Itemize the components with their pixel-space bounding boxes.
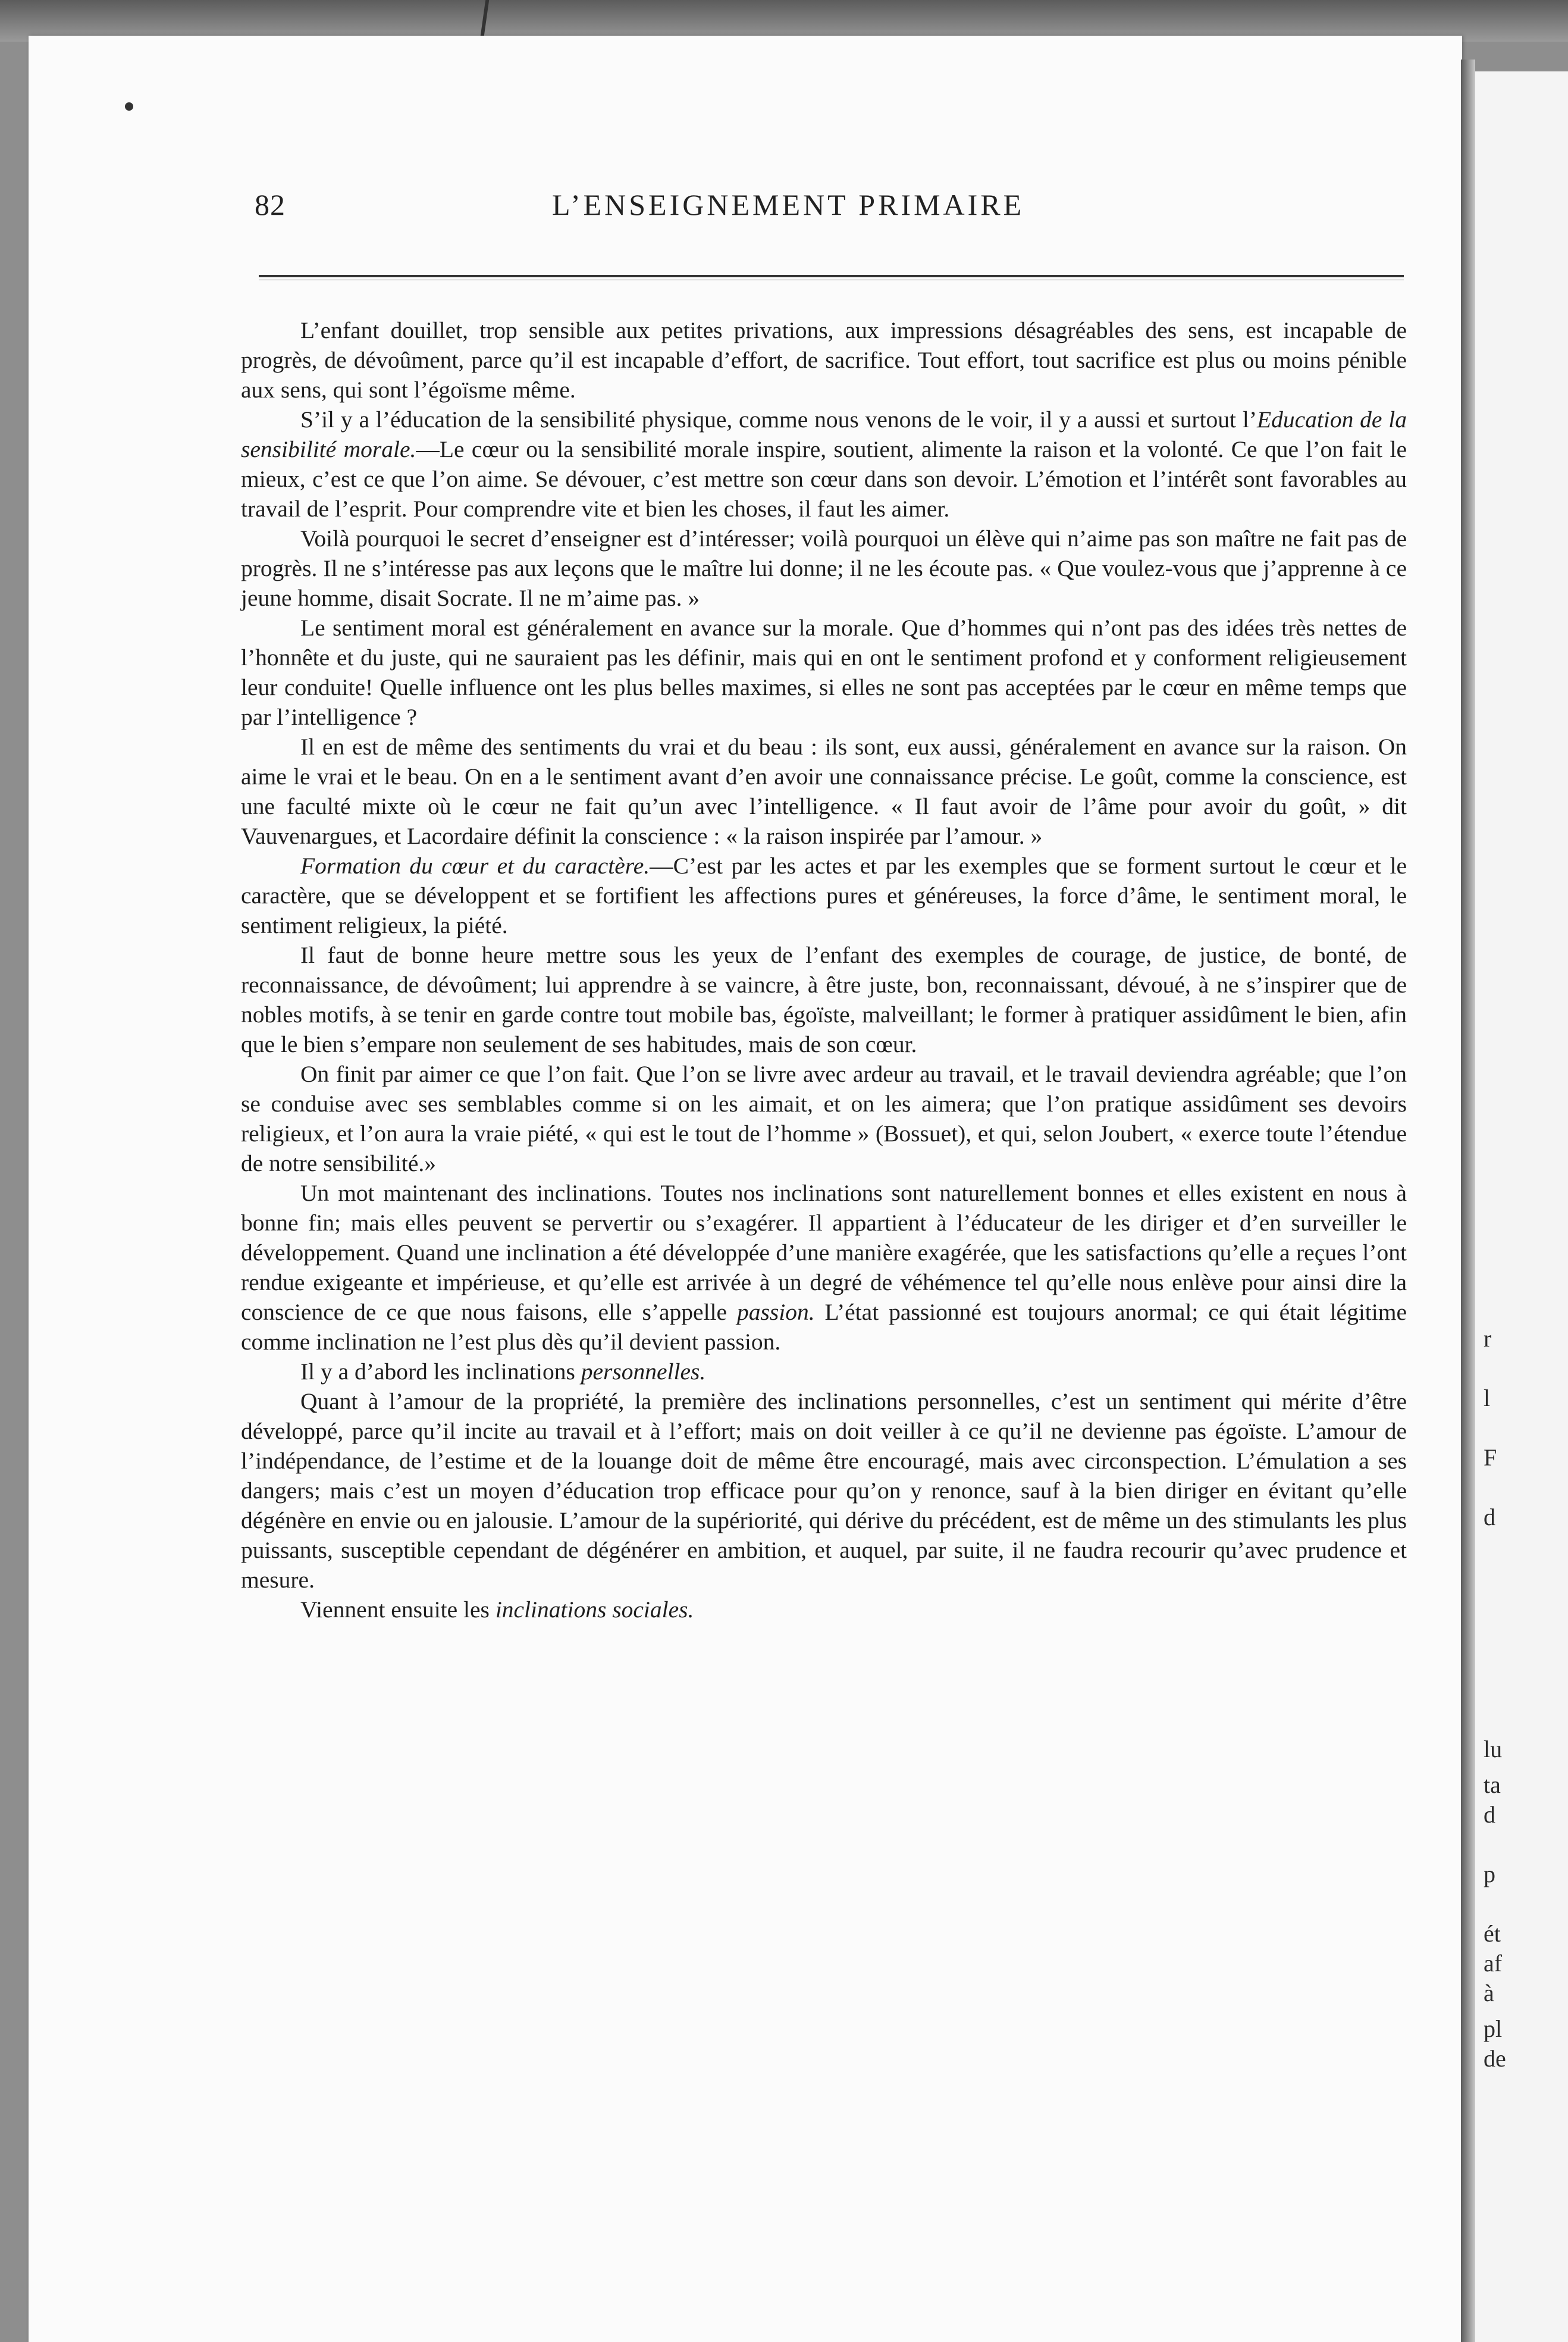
body-text	[241, 315, 1407, 1624]
text-run: Il y a d’abord les inclinations	[300, 1358, 581, 1385]
paragraph	[241, 613, 1407, 732]
text-run: Il faut de bonne heure mettre sous les yeux de l’enfant des exemples de courage, de justice, de bonté, de reconnaissance, de dévoûment; lui apprendre à se vaincre, à être juste, bon, reconnaissant, dévoué, à ne s’inspirer que de nobles motifs, à se tenir en garde contre tout mobile bas, égoïste, malveillant; le former à pratiquer assidûment le bien, afin que le bien s’empare non seulement de ses habitudes, mais de son cœur.	[241, 942, 1407, 1057]
italic-run: Education de la sensibilité morale.	[241, 406, 1407, 462]
text-run: Il en est de même des sentiments du vrai et du beau : ils sont, eux aussi, généralement en avance sur la raison. On aime le vrai et le beau. On en a le sentiment avant d’en avoir une connaissance précise. Le goût, comme la conscience, est une faculté mixte où le cœur ne fait qu’un avec l’intelligence. « Il faut avoir de l’âme pour avoir du goût, » dit Vauvenargues, et Lacordaire définit la conscience : « la raison inspirée par l’amour. »	[241, 734, 1407, 849]
paragraph	[241, 940, 1407, 1059]
adjacent-page-fragment: pl	[1484, 2015, 1503, 2042]
paragraph	[241, 1595, 1407, 1624]
paragraph	[241, 315, 1407, 405]
paragraph	[241, 1386, 1407, 1595]
paragraph	[241, 1178, 1407, 1357]
paragraph	[241, 1357, 1407, 1386]
text-run: Voilà pourquoi le secret d’enseigner est d’intéresser; voilà pourquoi un élève qui n’aime pas son maître ne fait pas de progrès. Il ne s’intéresse pas aux leçons que le maître lui donne; il ne les écoute pas. « Que voulez-vous que j’apprenne à ce jeune homme, disait Socrate. Il ne m’aime pas. »	[241, 525, 1407, 611]
text-run: Un mot maintenant des inclinations. Toutes nos inclinations sont naturellement bonnes et elles existent en nous à bonne fin; mais elles peuvent se pervertir ou s’exagérer. Il appartient à l’éducateur de les diriger et d’en surveiller le développement. Quand une inclination a été développée d’une manière exagérée, que les satisfactions qu’elle a reçues l’ont rendue exigeante et impérieuse, et qu’elle est arrivée à un degré de véhémence tel qu’elle nous enlève pour ainsi dire la conscience de ce que nous faisons, elle s’appelle	[241, 1180, 1407, 1325]
adjacent-page-fragment: ta	[1484, 1771, 1501, 1798]
paragraph	[241, 524, 1407, 613]
italic-run: passion.	[736, 1299, 815, 1325]
paragraph	[241, 851, 1407, 940]
paragraph	[241, 732, 1407, 851]
running-title: L’ENSEIGNEMENT PRIMAIRE	[552, 188, 1025, 221]
text-run: Viennent ensuite les	[300, 1596, 496, 1623]
adjacent-page-fragment: à	[1484, 1980, 1494, 2006]
adjacent-page-fragment: af	[1484, 1950, 1503, 1977]
text-run: L’état passionné est toujours anormal; ce qui était légitime comme inclination ne l’est plus dès qu’il devient passion.	[241, 1299, 1407, 1355]
page-number: 82	[255, 188, 286, 221]
adjacent-page-fragment: d	[1484, 1801, 1495, 1828]
running-head	[255, 187, 1123, 223]
adjacent-page-fragment: ét	[1484, 1920, 1501, 1947]
header-rule	[259, 275, 1404, 277]
binding-hole	[125, 102, 133, 111]
text-run: —Le cœur ou la sensibilité morale inspire, soutient, alimente la raison et la volonté. Ce que l’on fait le mieux, c’est ce que l’on aime. Se dévouer, c’est mettre son cœur dans son devoir. L’émotion et l’intérêt sont favorables au travail de l’esprit. Pour comprendre vite et bien les choses, il faut les aimer.	[241, 436, 1407, 522]
italic-run: personnelles.	[581, 1358, 706, 1385]
text-run: Le sentiment moral est généralement en avance sur la morale. Que d’hommes qui n’ont pas des idées très nettes de l’honnête et du juste, qui ne sauraient pas les définir, mais qui en ont le sentiment profond et y conforment religieusement leur conduite! Quelle influence ont les plus belles maximes, si elles ne sont pas acceptées par le cœur en même temps que par l’intelligence ?	[241, 615, 1407, 730]
text-run: —C’est par les actes et par les exemples que se forment surtout le cœur et le caractère, que se développent et se fortifient les affections pures et généreuses, la force d’âme, le sentiment moral, le sentiment religieux, la piété.	[241, 853, 1407, 938]
adjacent-page-fragment: p	[1484, 1861, 1495, 1887]
text-run: Quant à l’amour de la propriété, la première des inclinations personnelles, c’est un sentiment qui mérite d’être développé, parce qu’il incite au travail et à l’effort; mais on doit veiller à ce qu’il ne devienne pas égoïste. L’amour de l’indépendance, de l’estime et de la louange doit de même être encouragé, mais avec circonspection. L’émulation a ses dangers; mais c’est un moyen d’éducation trop efficace pour qu’on y renonce, sauf à la bien diriger en évitant qu’elle dégénère en envie ou en jalousie. L’amour de la supériorité, qui dérive du précédent, est de même un des stimulants les plus puissants, susceptible cependant de dégénérer en ambition, et auquel, par suite, il ne faudra recourir qu’avec prudence et mesure.	[241, 1388, 1407, 1593]
adjacent-page-fragment: de	[1484, 2045, 1506, 2072]
adjacent-page-fragment: r	[1484, 1325, 1492, 1352]
adjacent-page	[1475, 71, 1568, 2342]
text-run: L’enfant douillet, trop sensible aux petites privations, aux impressions désagréables des sens, est incapable de progrès, de dévoûment, parce qu’il est incapable d’effort, de sacrifice. Tout effort, tout sacrifice est plus ou moins pénible aux sens, qui sont l’égoïsme même.	[241, 317, 1407, 403]
adjacent-page-fragment: lu	[1484, 1736, 1503, 1762]
text-run: S’il y a l’éducation de la sensibilité physique, comme nous venons de le voir, il y a aussi et surtout l’	[300, 406, 1257, 433]
page-gutter-shadow	[1461, 60, 1475, 2342]
italic-run: inclinations sociales.	[495, 1596, 694, 1623]
paragraph	[241, 405, 1407, 524]
adjacent-page-fragment: l	[1484, 1385, 1491, 1411]
italic-run: Formation du cœur et du caractère.	[300, 853, 650, 879]
adjacent-page-fragment: F	[1484, 1444, 1497, 1471]
text-run: On finit par aimer ce que l’on fait. Que l’on se livre avec ardeur au travail, et le travail deviendra agréable; que l’on se conduise avec ses semblables comme si on les aimait, et on les aimera; que l’on pratique assidûment ses devoirs religieux, et l’on aura la vraie piété, « qui est le tout de l’homme » (Bossuet), et qui, selon Joubert, « exerce toute l’étendue de notre sensibilité.»	[241, 1061, 1407, 1176]
adjacent-page-fragment: d	[1484, 1504, 1495, 1530]
paragraph	[241, 1059, 1407, 1178]
